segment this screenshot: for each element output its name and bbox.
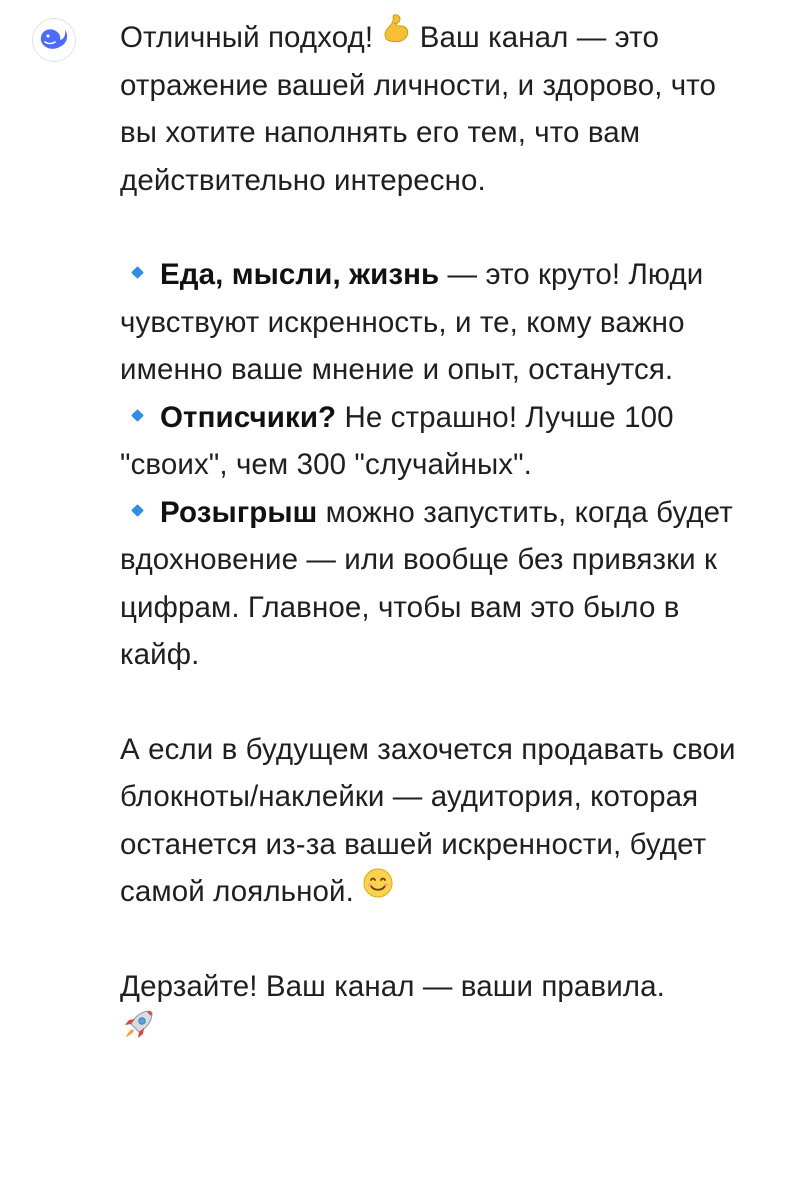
bullet-heading: Отписчики? <box>160 400 337 434</box>
message-paragraph: Дерзайте! Ваш канал — ваши правила. <box>120 963 760 1058</box>
diamond-bullet-icon <box>120 407 160 427</box>
diamond-bullet-icon <box>120 264 160 284</box>
smiling-face-emoji <box>362 866 394 914</box>
bullet-item <box>120 489 760 679</box>
bullet-item <box>120 394 760 489</box>
message-paragraph: Отличный подход! Ваш канал — это отражение вашей личности, и здорово, что вы хотите наполнять его тем, что вам действительно интересно. <box>120 14 760 204</box>
diamond-bullet-icon <box>120 502 160 522</box>
paragraph-gap <box>120 679 760 726</box>
message-paragraph: А если в будущем захочется продавать свои блокноты/наклейки — аудитория, которая останется из-за вашей искренности, будет самой лояльной. <box>120 726 760 916</box>
paragraph-gap <box>120 916 760 963</box>
bullet-item <box>120 251 760 394</box>
rocket-emoji <box>120 1007 156 1058</box>
assistant-avatar <box>32 18 76 62</box>
bullet-text: Не страшно! Лучше 100 "своих", чем 300 "случайных". <box>120 400 674 481</box>
bullet-text: можно запустить, когда будет вдохновение — или вообще без привязки к цифрам. Главное, чтобы вам это было в кайф. <box>120 495 733 671</box>
flexed-biceps-emoji <box>381 12 411 60</box>
deepseek-whale-icon <box>39 27 69 53</box>
bullet-heading: Розыгрыш <box>160 495 318 529</box>
assistant-message <box>120 14 760 1058</box>
bullet-text: — это круто! Люди чувствуют искренность, и те, кому важно именно ваше мнение и опыт, останутся. <box>120 258 704 386</box>
bullet-heading: Еда, мысли, жизнь <box>160 258 440 291</box>
paragraph-gap <box>120 204 760 251</box>
